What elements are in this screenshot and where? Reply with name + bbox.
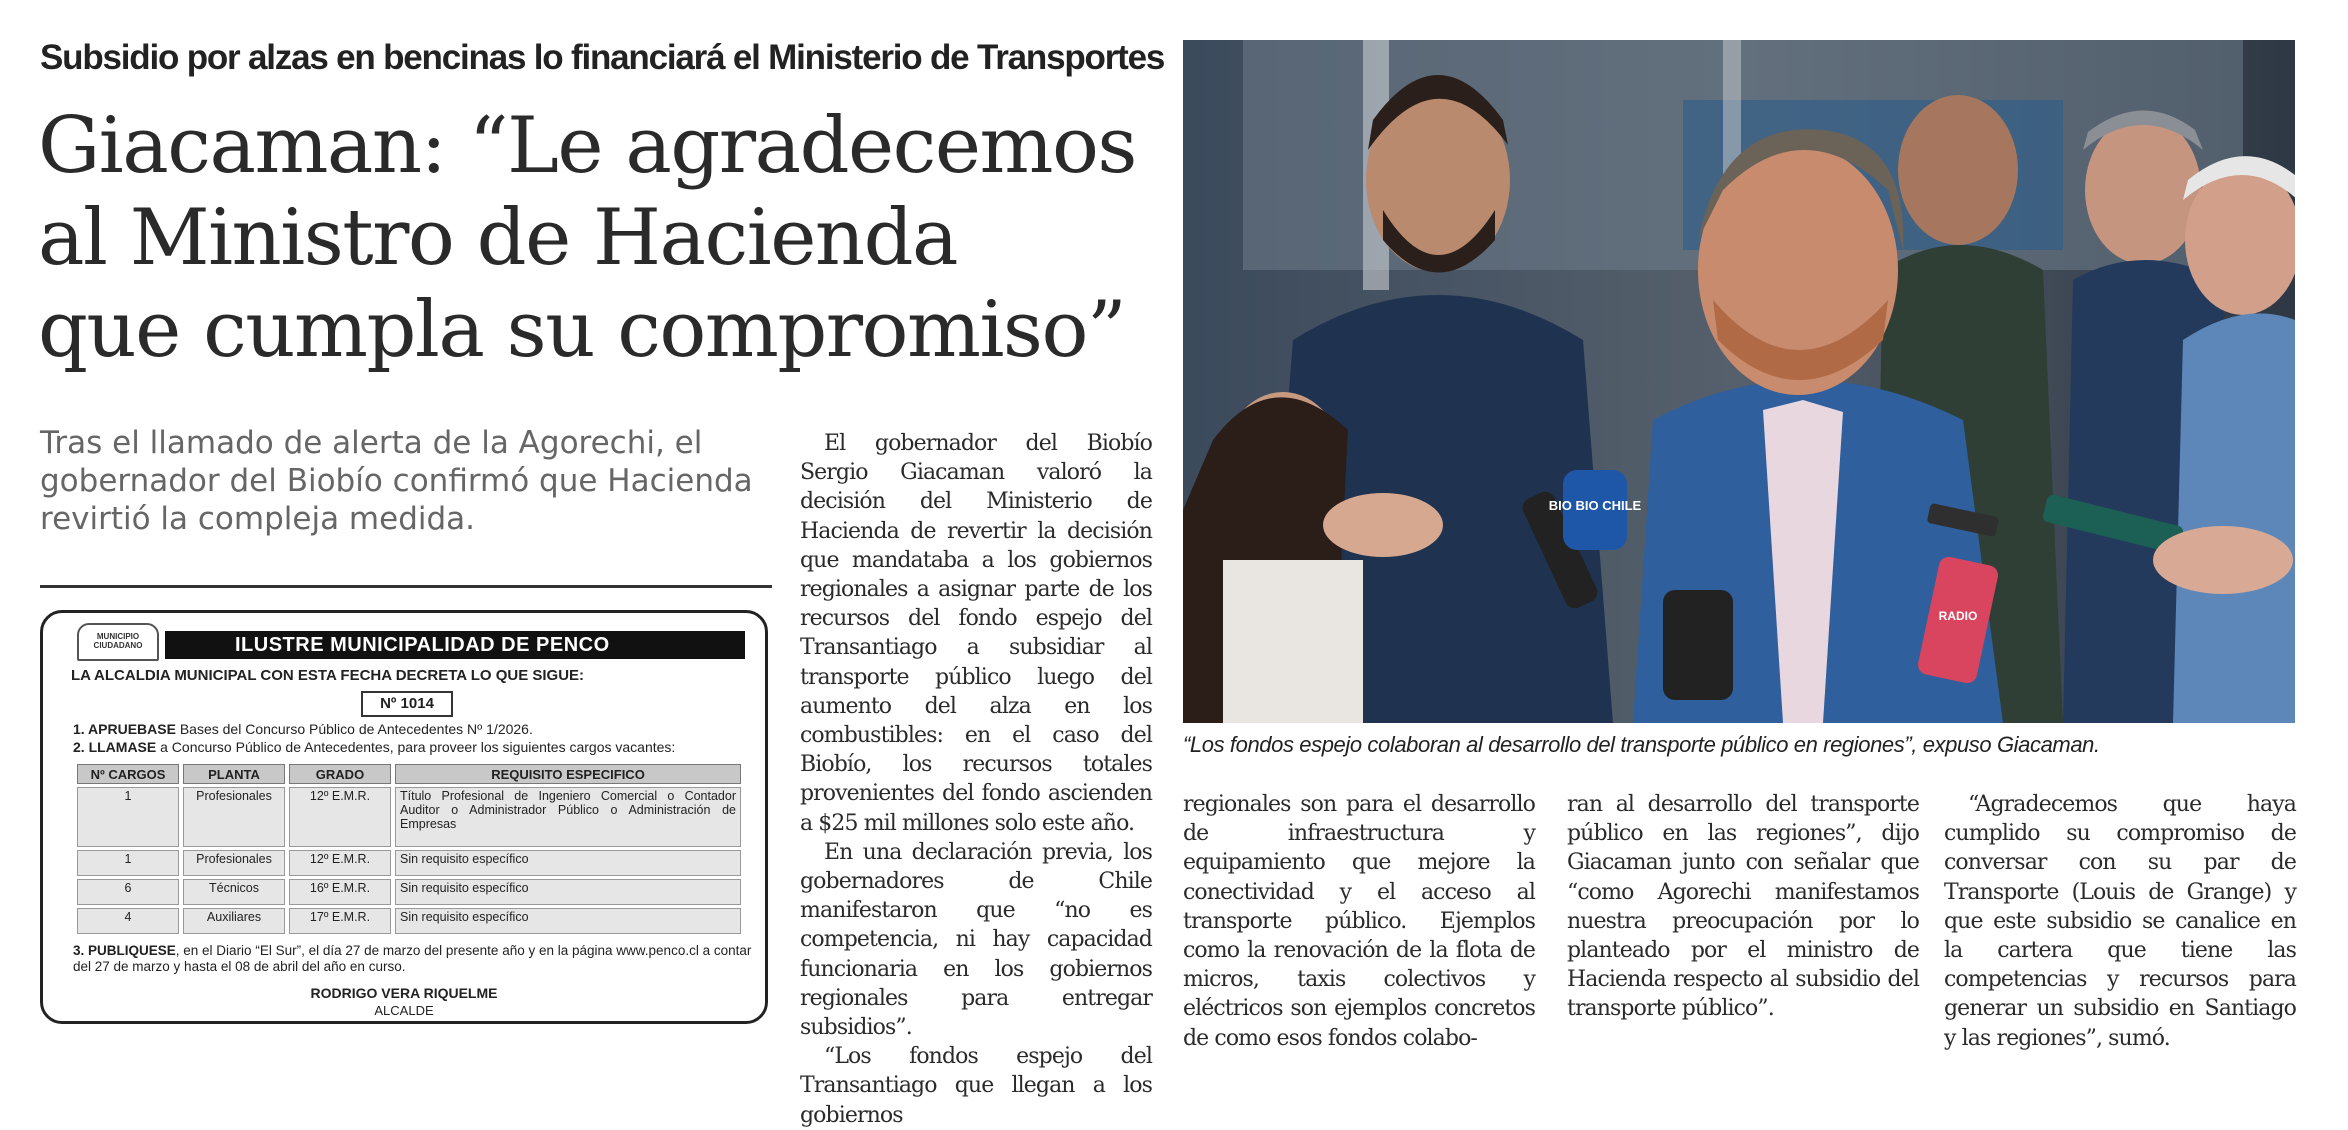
body-column-2 — [1183, 790, 1535, 1053]
ad-item-2 — [73, 739, 675, 755]
ad-item-2-text: a Concurso Público de Antecedentes, para proveer los siguientes cargos vacantes: — [156, 739, 676, 755]
table-row — [77, 850, 741, 876]
municipio-logo — [77, 623, 159, 661]
cell-planta: Profesionales — [183, 787, 285, 847]
body-column-1 — [800, 429, 1152, 1130]
ad-signer-role: ALCALDE — [374, 1003, 434, 1018]
cell-cargos: 6 — [77, 879, 179, 905]
cell-requisito: Sin requisito específico — [395, 850, 741, 876]
deck: Tras el llamado de alerta de la Agorechi, el gobernador del Biobío confirmó que Hacienda revirtió la compleja medida. — [40, 425, 753, 537]
ad-signer: RODRIGO VERA RIQUELME — [310, 985, 498, 1001]
ad-item-3 — [73, 943, 753, 975]
ad-item-1-label: 1. APRUEBASE — [73, 721, 176, 737]
table-row — [77, 787, 741, 847]
table-row — [77, 879, 741, 905]
photo-caption: “Los fondos espejo colaboran al desarrollo del transporte público en regiones”, expuso Giacaman. — [1183, 732, 2100, 757]
decree-number: Nº 1014 — [361, 691, 453, 717]
body-paragraph: El gobernador del Biobío Sergio Giacaman valoró la decisión del Ministerio de Hacienda de revertir la decisión que mandataba a los gobiernos regionales a asignar parte de los recursos del fondo espejo del Transantiago a subsidiar al transporte público luego del aumento del alza en los combustibles: en el caso del Biobío, los recursos totales provenientes del fondo ascienden a $25 mil millones solo este año. — [800, 431, 1152, 836]
mic-label-biobio: BIO BIO CHILE — [1548, 498, 1642, 513]
logo-text: MUNICIPIO CIUDADANO — [93, 632, 143, 650]
body-column-3 — [1567, 790, 1919, 1024]
positions-table — [73, 761, 745, 937]
kicker: Subsidio por alzas en bencinas lo financiará el Ministerio de Transportes — [40, 38, 1165, 77]
press-photo-illustration — [1183, 40, 2295, 723]
ad-item-2-label: 2. LLAMASE — [73, 739, 157, 755]
cell-planta: Técnicos — [183, 879, 285, 905]
cell-grado: 12º E.M.R. — [289, 850, 391, 876]
press-photo — [1183, 40, 2295, 723]
table-row — [77, 908, 741, 934]
body-paragraph: ran al desarrollo del transporte público en las regiones”, dijo Giacaman junto con señalar que “como Agorechi manifestamos nuestra preocupación por lo planteado por el ministro de Hacienda respecto al subsidio del transporte público”. — [1567, 792, 1919, 1022]
cell-cargos: 4 — [77, 908, 179, 934]
header-grado: GRADO — [289, 764, 391, 784]
ad-item-3-text: , en el Diario “El Sur”, el día 27 de marzo del presente año y en la página www.penco.cl a contar del 27 de marzo y hasta el 08 de abril del año en curso. — [73, 943, 752, 974]
header-cargos: Nº CARGOS — [77, 764, 179, 784]
cell-planta: Auxiliares — [183, 908, 285, 934]
ad-decreta: LA ALCALDIA MUNICIPAL CON ESTA FECHA DECRETA LO QUE SIGUE: — [71, 667, 585, 684]
cell-requisito: Título Profesional de Ingeniero Comercial o Contador Auditor o Administrador Público o Administración de Empresas — [395, 787, 741, 847]
mic-label-radio: RADIO — [1938, 609, 1978, 623]
headline — [38, 100, 1178, 376]
body-paragraph: En una declaración previa, los gobernadores de Chile manifestaron que “no es competencia, ni hay capacidad funcionaria en los gobiernos regionales para entregar subsidios”. — [800, 839, 1152, 1041]
body-paragraph: “Agradecemos que haya cumplido su compromiso de conversar con su par de Transporte (Louis de Grange) y que este subsidio se canalice en la cartera que tiene las competencias y recursos para generar un subsidio en Santiago y las regiones”, sumó. — [1944, 792, 2296, 1051]
cell-requisito: Sin requisito específico — [395, 908, 741, 934]
header-requisito: REQUISITO ESPECIFICO — [395, 764, 741, 784]
ad-item-1 — [73, 721, 533, 737]
cell-cargos: 1 — [77, 787, 179, 847]
cell-grado: 16º E.M.R. — [289, 879, 391, 905]
section-rule — [40, 585, 772, 588]
headline-line-3: que cumpla su compromiso” — [38, 285, 1126, 375]
table-header-row — [77, 764, 741, 784]
headline-line-2: al Ministro de Hacienda — [38, 193, 958, 283]
ad-item-3-label: 3. PUBLIQUESE — [73, 943, 176, 958]
cell-planta: Profesionales — [183, 850, 285, 876]
cell-cargos: 1 — [77, 850, 179, 876]
cell-grado: 12º E.M.R. — [289, 787, 391, 847]
headline-line-1: Giacaman: “Le agradecemos — [38, 101, 1136, 191]
ad-title: ILUSTRE MUNICIPALIDAD DE PENCO — [165, 631, 745, 659]
body-paragraph: regionales son para el desarrollo de infraestructura y equipamiento que mejore la conectividad y el acceso al transporte público. Ejemplos como la renovación de la flota de micros, taxis colectivos y eléctricos son ejemplos concretos de como esos fondos colabo- — [1183, 792, 1535, 1051]
body-column-4 — [1944, 790, 2296, 1053]
cell-grado: 17º E.M.R. — [289, 908, 391, 934]
municipal-notice-ad — [40, 610, 768, 1024]
body-paragraph: “Los fondos espejo del Transantiago que llegan a los gobiernos — [800, 1044, 1152, 1128]
header-planta: PLANTA — [183, 764, 285, 784]
cell-requisito: Sin requisito específico — [395, 879, 741, 905]
ad-item-1-text: Bases del Concurso Público de Antecedentes Nº 1/2026. — [175, 721, 533, 737]
